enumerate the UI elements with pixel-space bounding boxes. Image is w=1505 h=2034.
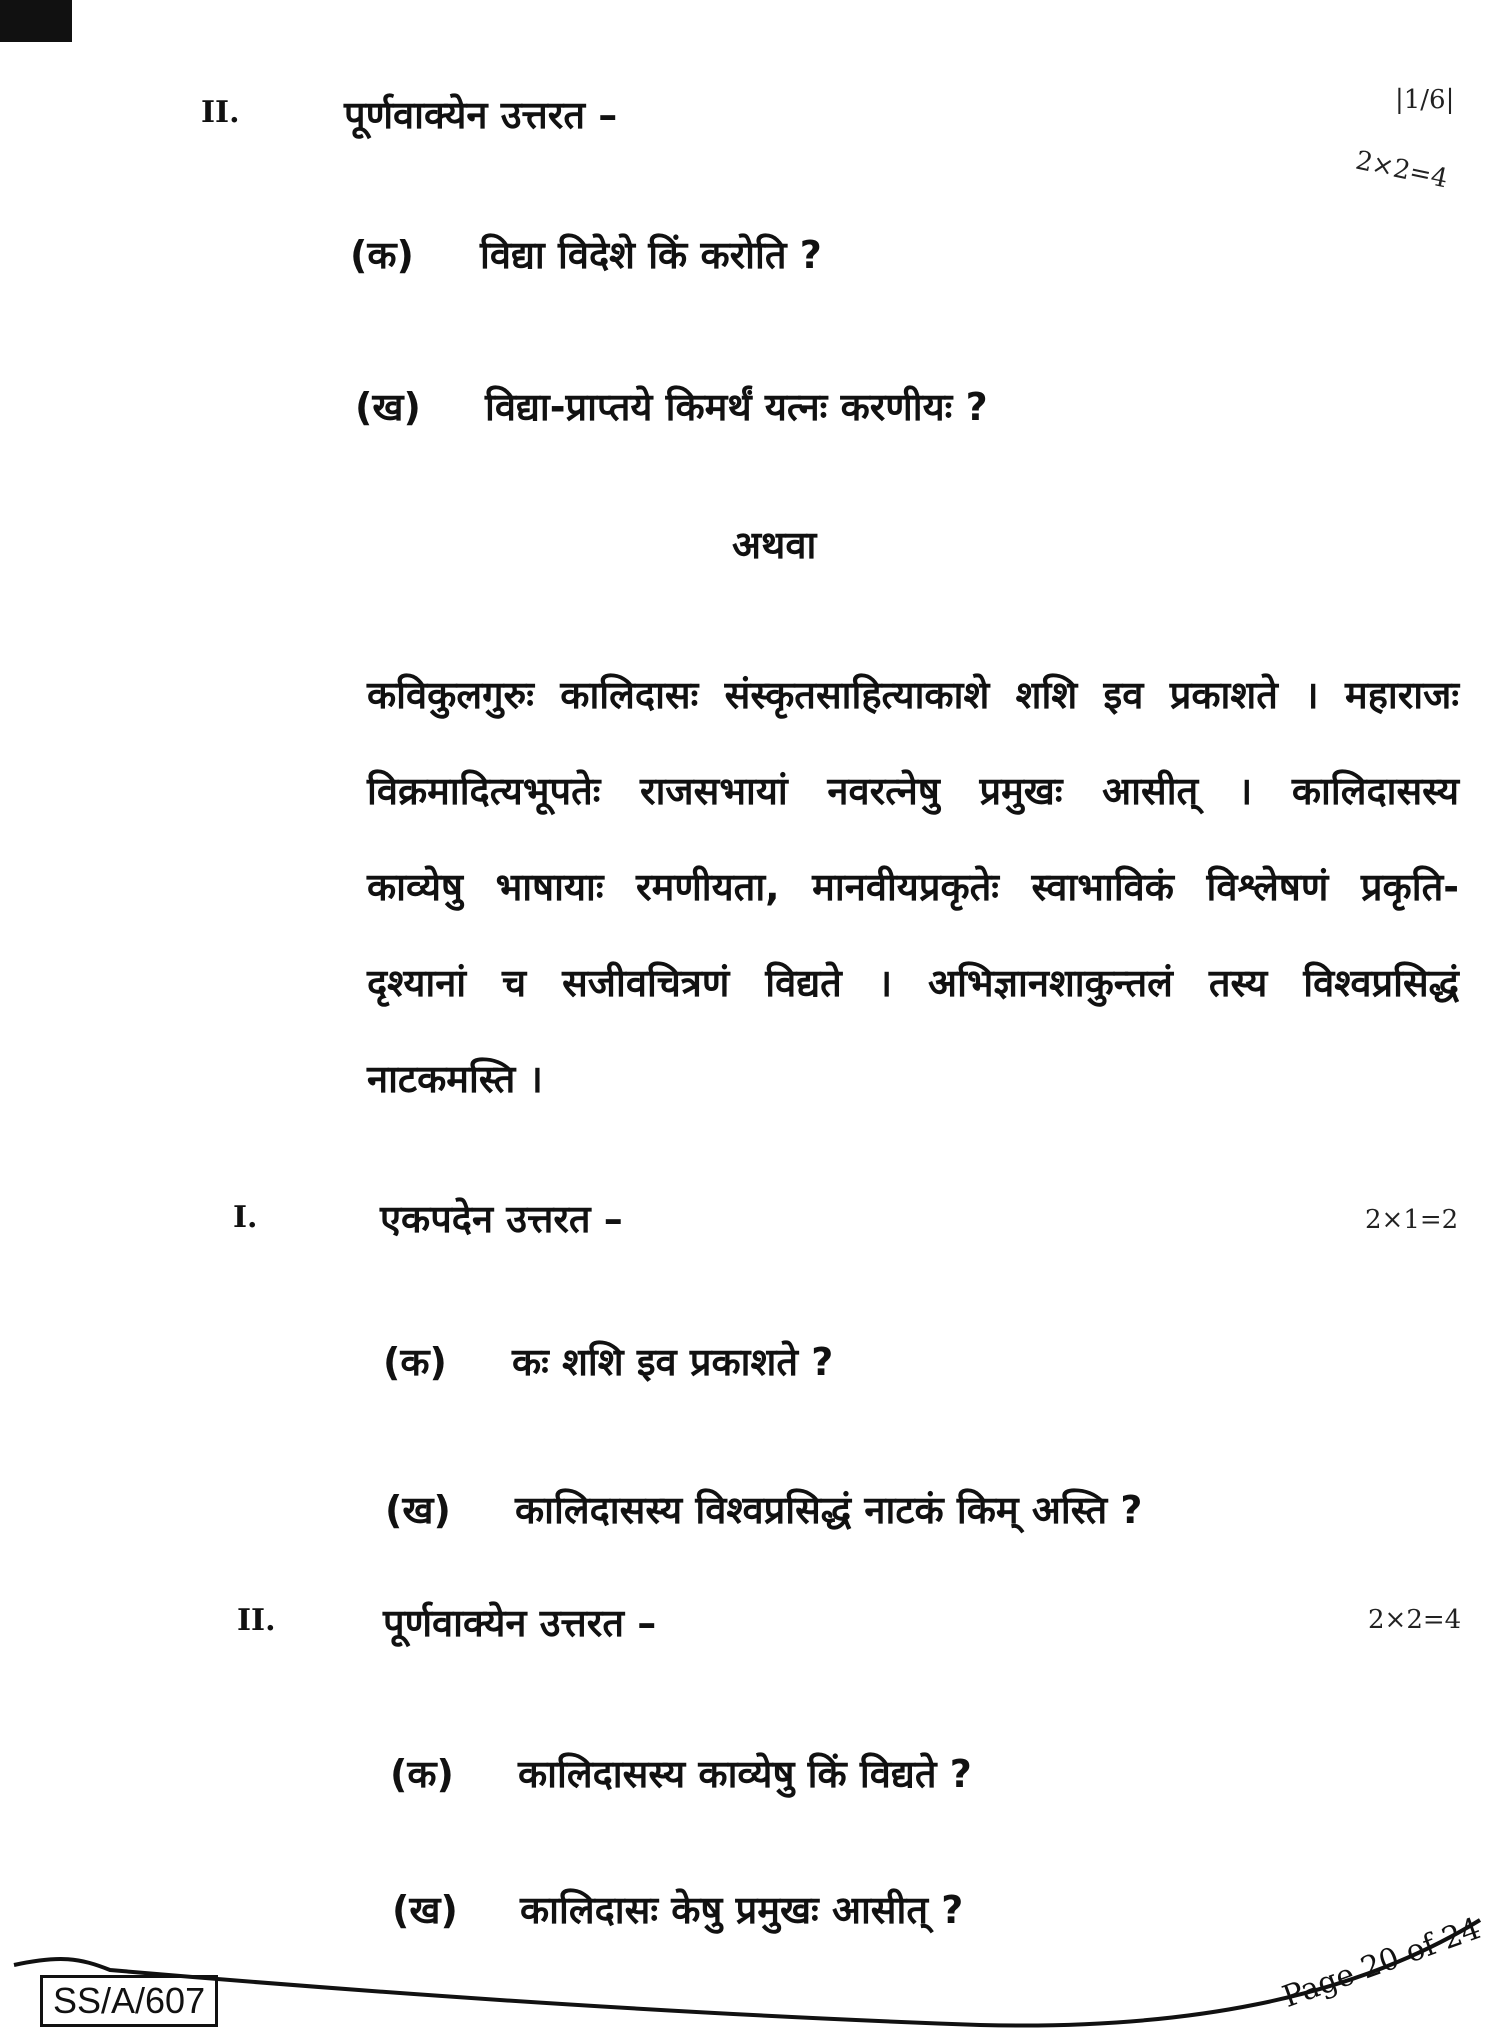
- or-label: अथवा: [732, 523, 817, 567]
- item-label: (ख): [355, 385, 421, 429]
- passage-line: विक्रमादित्यभूपतेः राजसभायां नवरत्नेषु प्रमुखः आसीत् । कालिदासस्य: [367, 769, 1459, 813]
- item-text: विद्या विदेशे किं करोति ?: [480, 233, 822, 277]
- question-heading: पूर्णवाक्येन उत्तरत –: [344, 93, 618, 137]
- passage-line: दृश्यानां च सजीवचित्रणं विद्यते । अभिज्ञानशाकुन्तलं तस्य विश्वप्रसिद्धं: [367, 961, 1459, 1005]
- item-label: (ख): [385, 1488, 451, 1532]
- footer-rule: [0, 1900, 1505, 2034]
- item-text: कः शशि इव प्रकाशते ?: [512, 1340, 834, 1384]
- page-number: Page 20 of 24: [1278, 1911, 1486, 2015]
- item-text: कालिदासस्य विश्वप्रसिद्धं नाटकं किम् अस्ति ?: [515, 1488, 1143, 1532]
- passage-line: काव्येषु भाषायाः रमणीयता, मानवीयप्रकृतेः स्वाभाविकं विश्लेषणं प्रकृति-: [367, 865, 1459, 909]
- marks-annotation: |1/6|: [1395, 85, 1455, 115]
- passage: [367, 665, 1459, 1145]
- item-label: (क): [383, 1340, 447, 1384]
- question-number: II.: [201, 95, 240, 130]
- passage-line: नाटकमस्ति ।: [367, 1057, 543, 1101]
- question-number: I.: [233, 1200, 258, 1235]
- paper-code: SS/A/607: [40, 1975, 218, 2027]
- question-heading: एकपदेन उत्तरत –: [380, 1197, 623, 1241]
- question-number: II.: [237, 1603, 276, 1638]
- marks-annotation: 2×1=2: [1365, 1205, 1459, 1235]
- item-label: (ख): [392, 1888, 458, 1932]
- item-text: कालिदासस्य काव्येषु किं विद्यते ?: [518, 1752, 972, 1796]
- item-label: (क): [350, 233, 414, 277]
- marks-annotation: 2×2=4: [1368, 1605, 1462, 1635]
- item-text: विद्या-प्राप्तये किमर्थं यत्नः करणीयः ?: [485, 385, 988, 429]
- marks-annotation: 2×2=4: [1352, 145, 1451, 195]
- header-mark: [0, 0, 72, 42]
- item-label: (क): [390, 1752, 454, 1796]
- item-text: कालिदासः केषु प्रमुखः आसीत् ?: [520, 1888, 964, 1932]
- passage-line: कविकुलगुरुः कालिदासः संस्कृतसाहित्याकाशे शशि इव प्रकाशते । महाराजः: [367, 673, 1459, 717]
- question-heading: पूर्णवाक्येन उत्तरत –: [383, 1601, 657, 1645]
